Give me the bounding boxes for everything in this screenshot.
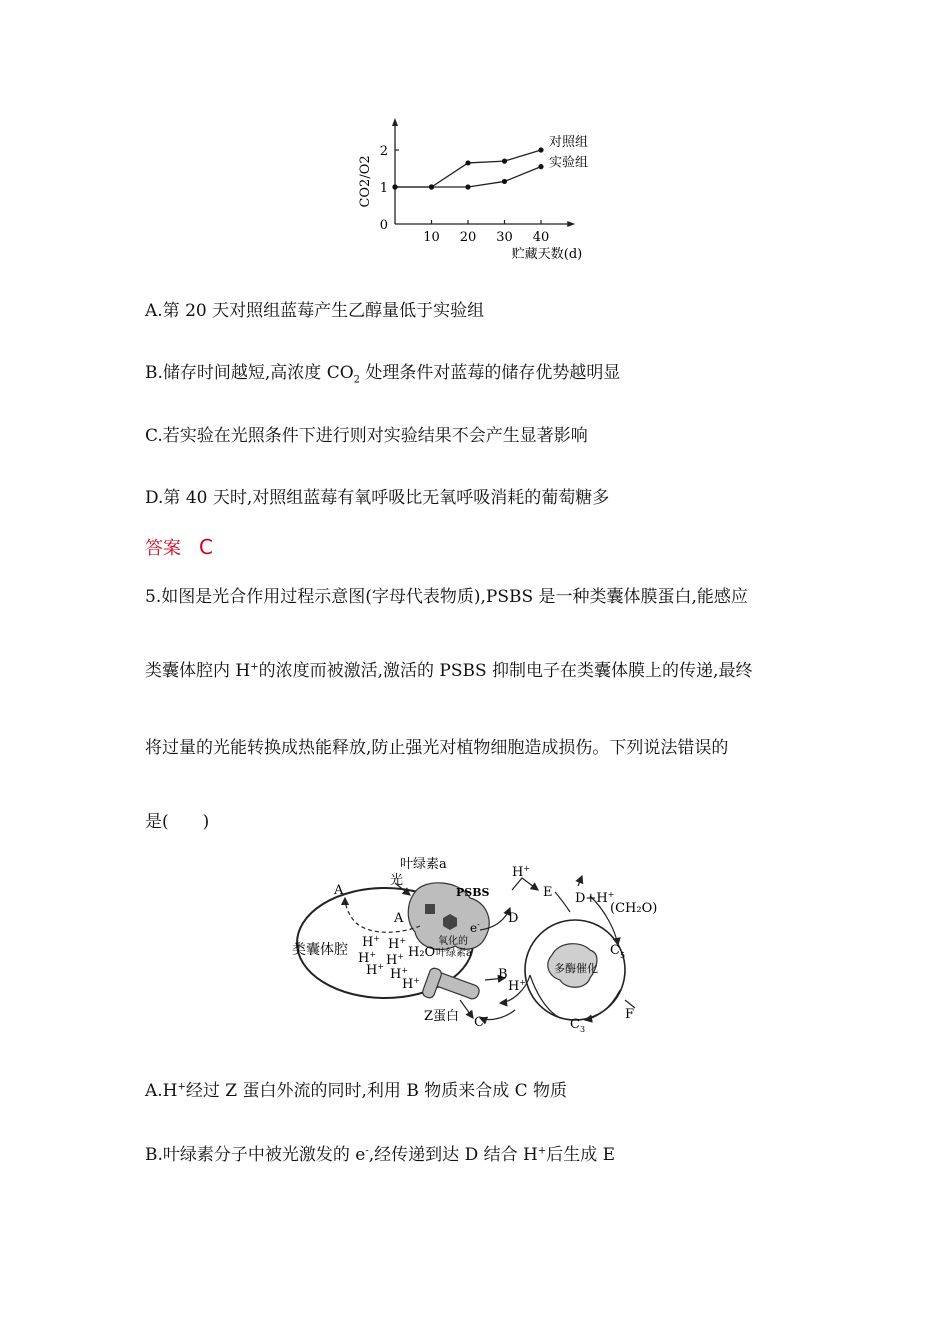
- answer-line: [145, 534, 213, 560]
- svg-text:H+: H+: [390, 966, 409, 982]
- x-tick-label: 40: [532, 230, 550, 245]
- data-point: [465, 184, 470, 189]
- data-point: [502, 179, 507, 184]
- q5-line-4: 是( ): [145, 812, 210, 832]
- data-point: [392, 184, 397, 189]
- series-label: 实验组: [549, 155, 589, 171]
- option-a-q5: A.H+经过 Z 蛋白外流的同时,利用 B 物质来合成 C 物质: [145, 1081, 568, 1101]
- y-tick-label: 1: [379, 181, 388, 196]
- data-point: [429, 184, 434, 189]
- x-tick-label: 30: [496, 230, 513, 245]
- series-line: [395, 150, 541, 187]
- label-electron: e-: [470, 920, 480, 935]
- label-h-top: H+: [512, 864, 531, 880]
- label-e: E: [543, 885, 553, 900]
- x-tick-label: 10: [423, 230, 440, 245]
- y-axis-label: CO2/O2: [358, 155, 373, 208]
- svg-text:H+: H+: [366, 962, 385, 978]
- label-d: D: [508, 911, 519, 926]
- label-oxidized-1: 氧化的: [438, 936, 468, 947]
- q5-line-1: 5.如图是光合作用过程示意图(字母代表物质),PSBS 是一种类囊体膜蛋白,能感应: [145, 587, 748, 607]
- h-ions-lumen: [358, 934, 420, 992]
- label-light: 光: [390, 873, 404, 888]
- y-tick-label: 2: [379, 144, 388, 159]
- svg-text:H+: H+: [388, 936, 407, 952]
- label-a-out: A: [334, 883, 344, 898]
- q5-line-2: 类囊体腔内 H+的浓度而被激活,激活的 PSBS 抑制电子在类囊体膜上的传递,最终: [145, 661, 753, 681]
- label-z-protein: Z蛋白: [424, 1009, 460, 1024]
- option-d-q4: D.第 40 天时,对照组蓝莓有氧呼吸比无氧呼吸消耗的葡萄糖多: [145, 488, 610, 508]
- svg-text:H+: H+: [358, 950, 377, 966]
- label-chlorophyll: 叶绿素a: [400, 857, 447, 872]
- label-a-in: A: [394, 911, 404, 926]
- x-axis-label: 贮藏天数(d): [511, 247, 583, 262]
- label-c: C: [474, 1015, 484, 1030]
- chlorophyll-square: [425, 904, 435, 914]
- option-b-q4: B.储存时间越短,高浓度 $CO_2$ 处理条件对蓝莓的储存优势越明显: [145, 363, 621, 386]
- y-axis-arrow: [392, 118, 398, 126]
- label-h2o: H₂O: [408, 945, 436, 960]
- label-ch2o: (CH₂O): [610, 901, 658, 916]
- svg-text:H+: H+: [402, 976, 421, 992]
- photosynthesis-diagram: [290, 850, 670, 1035]
- label-c5: $C_5$: [610, 943, 626, 960]
- data-point: [538, 147, 543, 152]
- y-tick-label: 0: [379, 218, 388, 233]
- data-point: [502, 159, 507, 164]
- x-axis-arrow: [567, 221, 575, 227]
- label-psbs: PSBS: [456, 886, 490, 899]
- series-label: 对照组: [549, 135, 589, 150]
- svg-text:H+: H+: [386, 952, 405, 968]
- option-a-q4: A.第 20 天对照组蓝莓产生乙醇量低于实验组: [145, 301, 485, 321]
- label-f: F: [625, 1007, 635, 1022]
- label-h-out: H+: [508, 978, 527, 994]
- label-d-plus-h: D+H+: [575, 890, 615, 906]
- data-point: [465, 160, 470, 165]
- option-c-q4: C.若实验在光照条件下进行则对实验结果不会产生显著影响: [145, 426, 588, 446]
- label-enzyme: 多酶催化: [554, 962, 598, 975]
- label-oxidized-2: 叶绿素a: [436, 948, 472, 959]
- answer-label: 答案: [145, 538, 181, 559]
- co2-o2-line-chart: [355, 118, 600, 263]
- label-b: B: [498, 967, 508, 982]
- q5-line-3: 将过量的光能转换成热能释放,防止强光对植物细胞造成损伤。下列说法错误的: [145, 738, 729, 758]
- svg-text:H+: H+: [362, 934, 381, 950]
- option-b-q5: B.叶绿素分子中被光激发的 e-,经传递到达 D 结合 H+后生成 E: [145, 1145, 616, 1165]
- answer-value: C: [199, 535, 213, 559]
- label-c3: $C_3$: [570, 1017, 586, 1034]
- series-line: [395, 167, 541, 187]
- data-point: [538, 164, 543, 169]
- label-lumen: 类囊体腔: [292, 942, 348, 958]
- x-tick-label: 20: [459, 230, 477, 245]
